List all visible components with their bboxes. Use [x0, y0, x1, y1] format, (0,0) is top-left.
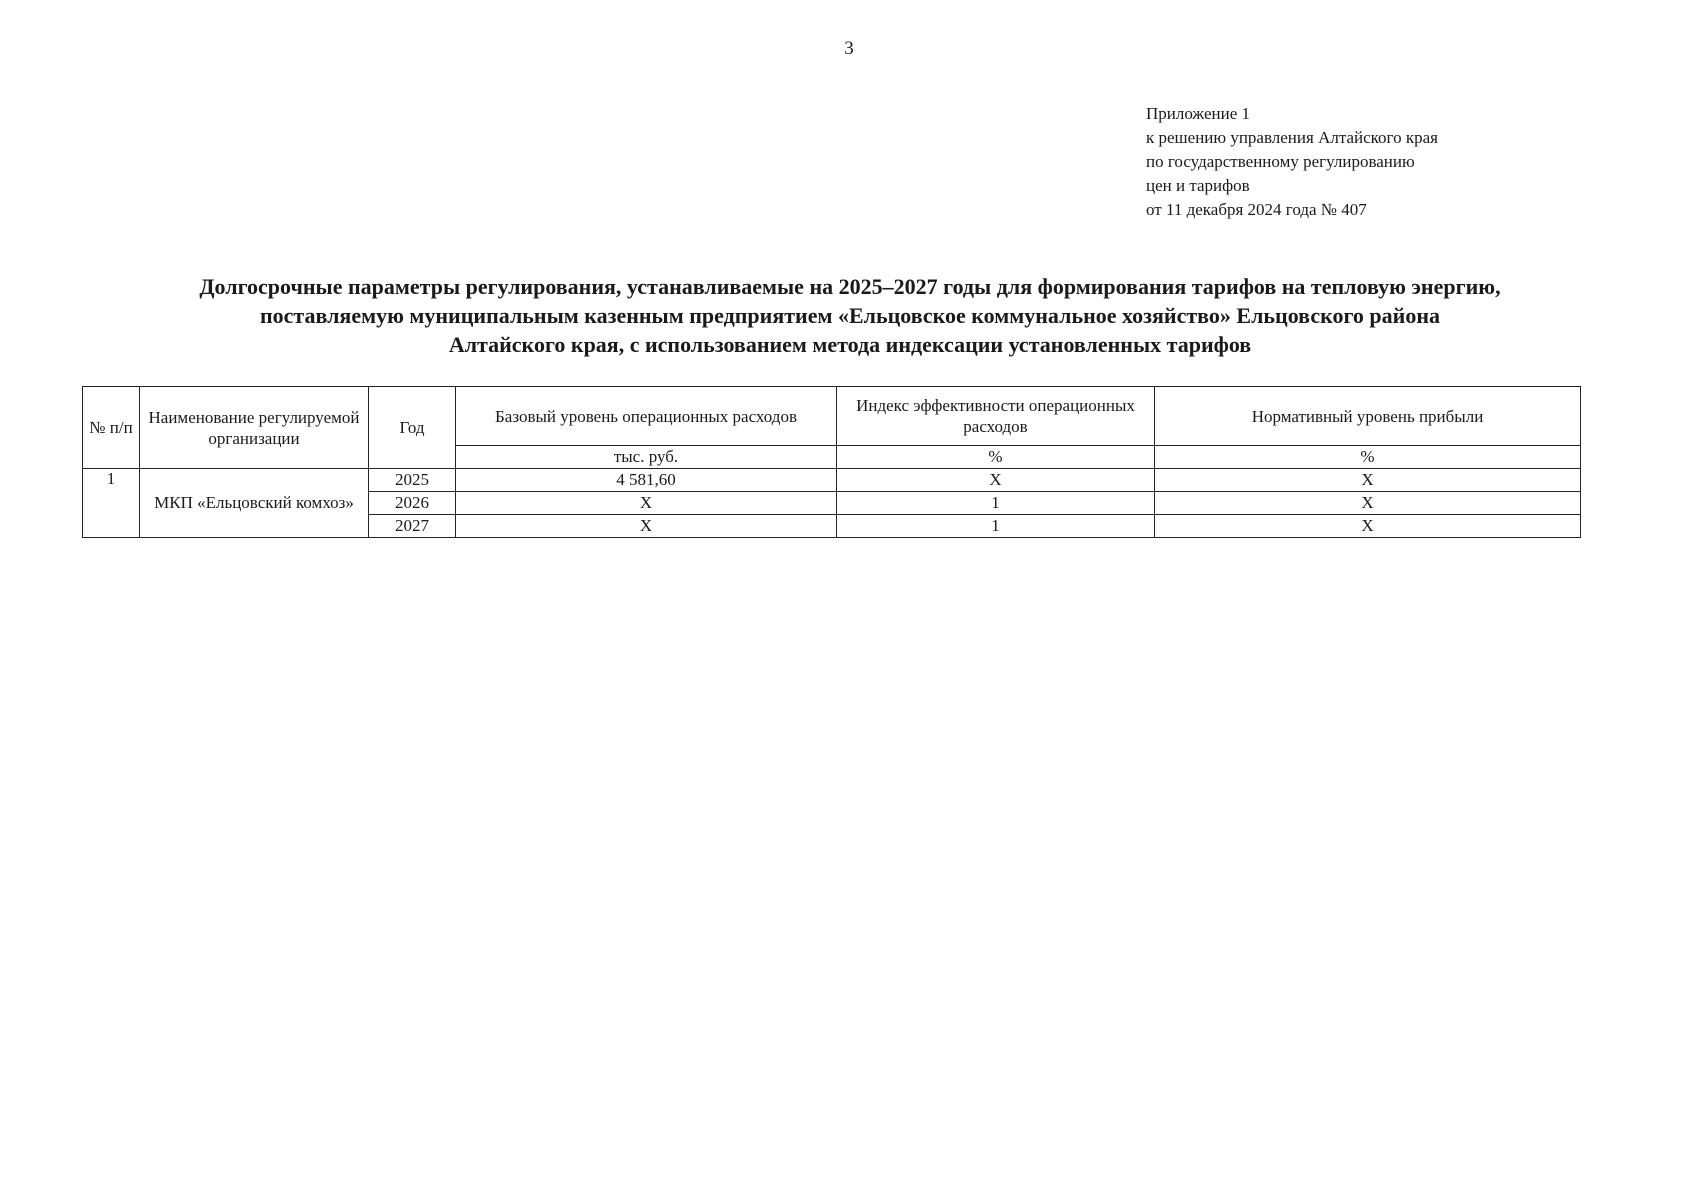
unit-base-cost: тыс. руб.	[456, 446, 837, 469]
appendix-line-5: от 11 декабря 2024 года № 407	[1146, 200, 1367, 219]
cell-year: 2027	[369, 515, 456, 538]
appendix-line-1: Приложение 1	[1146, 104, 1250, 123]
cell-base-cost: X	[456, 515, 837, 538]
header-num: № п/п	[83, 387, 140, 469]
header-base-cost: Базовый уровень операционных расходов	[456, 387, 837, 446]
table-row	[83, 469, 1581, 492]
title-line-1: Долгосрочные параметры регулирования, устанавливаемые на 2025–2027 годы для формирования тарифов на тепловую энергию,	[199, 274, 1501, 299]
header-org: Наименование регулируемой организации	[140, 387, 369, 469]
title-line-2: поставляемую муниципальным казенным предприятием «Ельцовское коммунальное хозяйство» Ельцовского района	[259, 303, 1441, 328]
document-title	[60, 272, 1640, 359]
cell-efficiency-index: 1	[837, 492, 1155, 515]
cell-num: 1	[83, 469, 140, 538]
cell-base-cost: X	[456, 492, 837, 515]
unit-efficiency-index: %	[837, 446, 1155, 469]
parameters-table	[82, 386, 1581, 538]
appendix-line-2: к решению управления Алтайского края	[1146, 128, 1438, 147]
cell-profit-level: X	[1155, 469, 1581, 492]
title-line-3: Алтайского края, с использованием метода индексации установленных тарифов	[448, 332, 1252, 357]
cell-efficiency-index: 1	[837, 515, 1155, 538]
cell-base-cost: 4 581,60	[456, 469, 837, 492]
appendix-block	[1146, 102, 1566, 222]
cell-year: 2026	[369, 492, 456, 515]
appendix-line-4: цен и тарифов	[1146, 176, 1250, 195]
cell-year: 2025	[369, 469, 456, 492]
cell-profit-level: X	[1155, 492, 1581, 515]
page-number: 3	[844, 38, 854, 59]
header-profit-level: Нормативный уровень прибыли	[1155, 387, 1581, 446]
header-efficiency-index: Индекс эффективности операционных расходов	[837, 387, 1155, 446]
cell-org: МКП «Ельцовский комхоз»	[140, 469, 369, 538]
header-year: Год	[369, 387, 456, 469]
unit-profit-level: %	[1155, 446, 1581, 469]
appendix-line-3: по государственному регулированию	[1146, 152, 1415, 171]
cell-efficiency-index: X	[837, 469, 1155, 492]
cell-profit-level: X	[1155, 515, 1581, 538]
